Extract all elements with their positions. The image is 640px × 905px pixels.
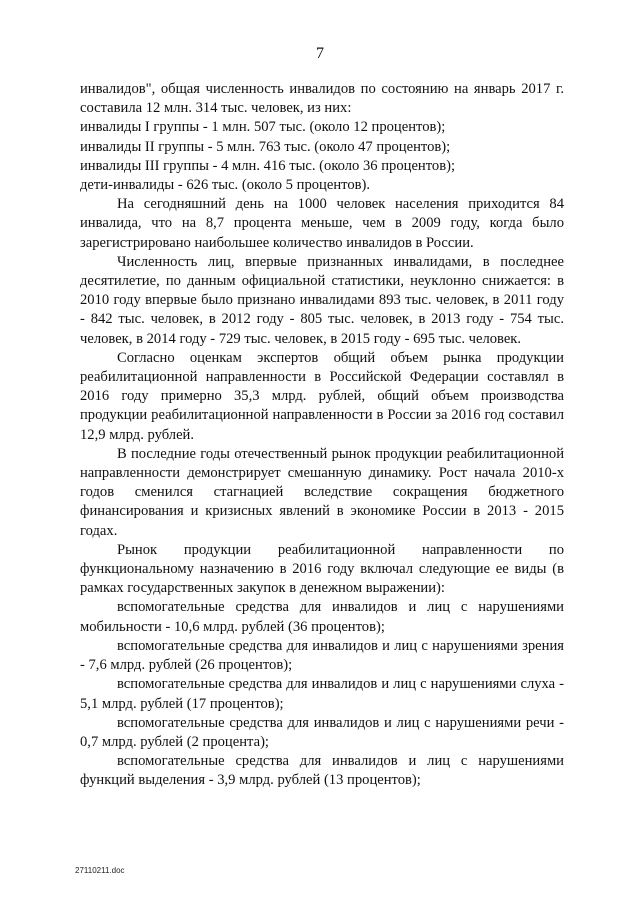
list-item-group-2: инвалиды II группы - 5 млн. 763 тыс. (около 47 процентов); [80,138,451,155]
footer-doc-filename: 27110211.doc [75,866,125,875]
list-item-group-1: инвалиды I группы - 1 млн. 507 тыс. (около 12 процентов); [80,119,446,136]
list-item-mobility: вспомогательные средства для инвалидов и лиц с нарушениями мобильности - 10,6 млрд. рублей (36 процентов); [80,599,564,635]
list-item-hearing: вспомогательные средства для инвалидов и лиц с нарушениями слуха - 5,1 млрд. рублей (17 процентов); [80,676,564,712]
document-body [80,80,564,791]
paragraph-per-1000: На сегодняшний день на 1000 человек населения приходится 84 инвалида, что на 8,7 процента меньше, чем в 2009 году, когда было зарегистрировано наибольшее количество инвалидов в России. [80,196,564,251]
paragraph-first-time-disabled: Численность лиц, впервые признанных инвалидами, в последнее десятилетие, по данным официальной статистики, неуклонно снижается: в 2010 году впервые было признано инвалидами 893 тыс. человек, в 2011 году - 842 тыс. человек, в 2012 году - 805 тыс. человек, в 2013 году - 754 тыс. человек, в 2014 году - 729 тыс. человек, в 2015 году - 695 тыс. человек. [80,253,564,347]
list-item-group-3: инвалиды III группы - 4 млн. 416 тыс. (около 36 процентов); [80,157,456,174]
list-item-children: дети-инвалиды - 626 тыс. (около 5 процентов). [80,177,371,194]
paragraph-market-volume: Согласно оценкам экспертов общий объем рынка продукции реабилитационной направленности в Российской Федерации составлял в 2016 году примерно 35,3 млрд. рублей, общий объем производства продукции реабилитационной направленности в России за 2016 год составил 12,9 млрд. рублей. [80,349,564,443]
list-item-vision: вспомогательные средства для инвалидов и лиц с нарушениями зрения - 7,6 млрд. рублей (26 процентов); [80,637,564,674]
paragraph-market-by-function: Рынок продукции реабилитационной направленности по функциональному назначению в 2016 году включал следующие ее виды (в рамках государственных закупок в денежном выражении): [80,541,564,597]
list-item-excretion: вспомогательные средства для инвалидов и лиц с нарушениями функций выделения - 3,9 млрд. рублей (13 процентов); [80,753,564,789]
list-item-speech: вспомогательные средства для инвалидов и лиц с нарушениями речи - 0,7 млрд. рублей (2 процента); [80,714,564,750]
page-number: 7 [316,45,324,62]
paragraph-market-dynamics: В последние годы отечественный рынок продукции реабилитационной направленности демонстрирует смешанную динамику. Рост начала 2010-х годов сменился стагнацией вследствие сокращения бюджетного финансирования и кризисных явлений в экономике России в 2013 - 2015 годах. [80,445,564,539]
paragraph-intro-continuation: инвалидов", общая численность инвалидов по состоянию на январь 2017 г. составила 12 млн. 314 тыс. человек, из них: [80,81,564,117]
